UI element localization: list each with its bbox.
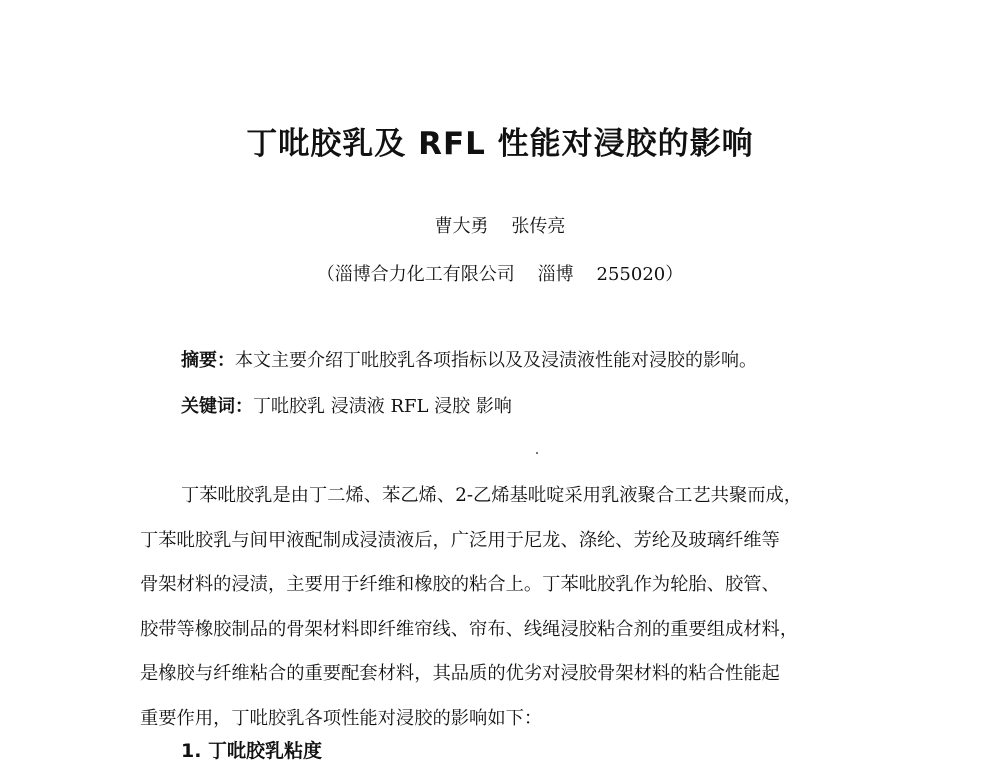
- body-line: 骨架材料的浸渍，主要用于纤维和橡胶的粘合上。丁苯吡胶乳作为轮胎、胶管、: [140, 574, 780, 595]
- body-line: 丁苯吡胶乳与间甲液配制成浸渍液后，广泛用于尼龙、涤纶、芳纶及玻璃纤维等: [140, 529, 780, 551]
- body-line: 重要作用，丁吡胶乳各项性能对浸胶的影响如下：: [140, 707, 543, 729]
- body-paragraph: [140, 474, 867, 741]
- section-heading: 1. 丁吡胶乳粘度: [181, 740, 323, 760]
- abstract: [181, 346, 757, 372]
- abstract-label: 摘要：: [181, 350, 235, 371]
- keywords: [181, 392, 512, 418]
- scan-speck: [536, 452, 538, 454]
- author-affiliation: （淄博合力化工有限公司 淄博 255020）: [316, 264, 684, 285]
- paper-title: 丁吡胶乳及 RFL 性能对浸胶的影响: [246, 126, 754, 162]
- keywords-label: 关键词：: [181, 396, 253, 417]
- body-line: 胶带等橡胶制品的骨架材料即纤维帘线、帘布、线绳浸胶粘合剂的重要组成材料，: [140, 618, 799, 640]
- keywords-text: 丁吡胶乳 浸渍液 RFL 浸胶 影响: [253, 396, 512, 417]
- body-line: 是橡胶与纤维粘合的重要配套材料，其品质的优劣对浸胶骨架材料的粘合性能起: [140, 663, 780, 684]
- author-list: 曹大勇 张传亮: [434, 216, 566, 237]
- abstract-text: 本文主要介绍丁吡胶乳各项指标以及及浸渍液性能对浸胶的影响。: [235, 350, 757, 371]
- body-line: 丁苯吡胶乳是由丁二烯、苯乙烯、2-乙烯基吡啶采用乳液聚合工艺共聚而成，: [181, 485, 803, 506]
